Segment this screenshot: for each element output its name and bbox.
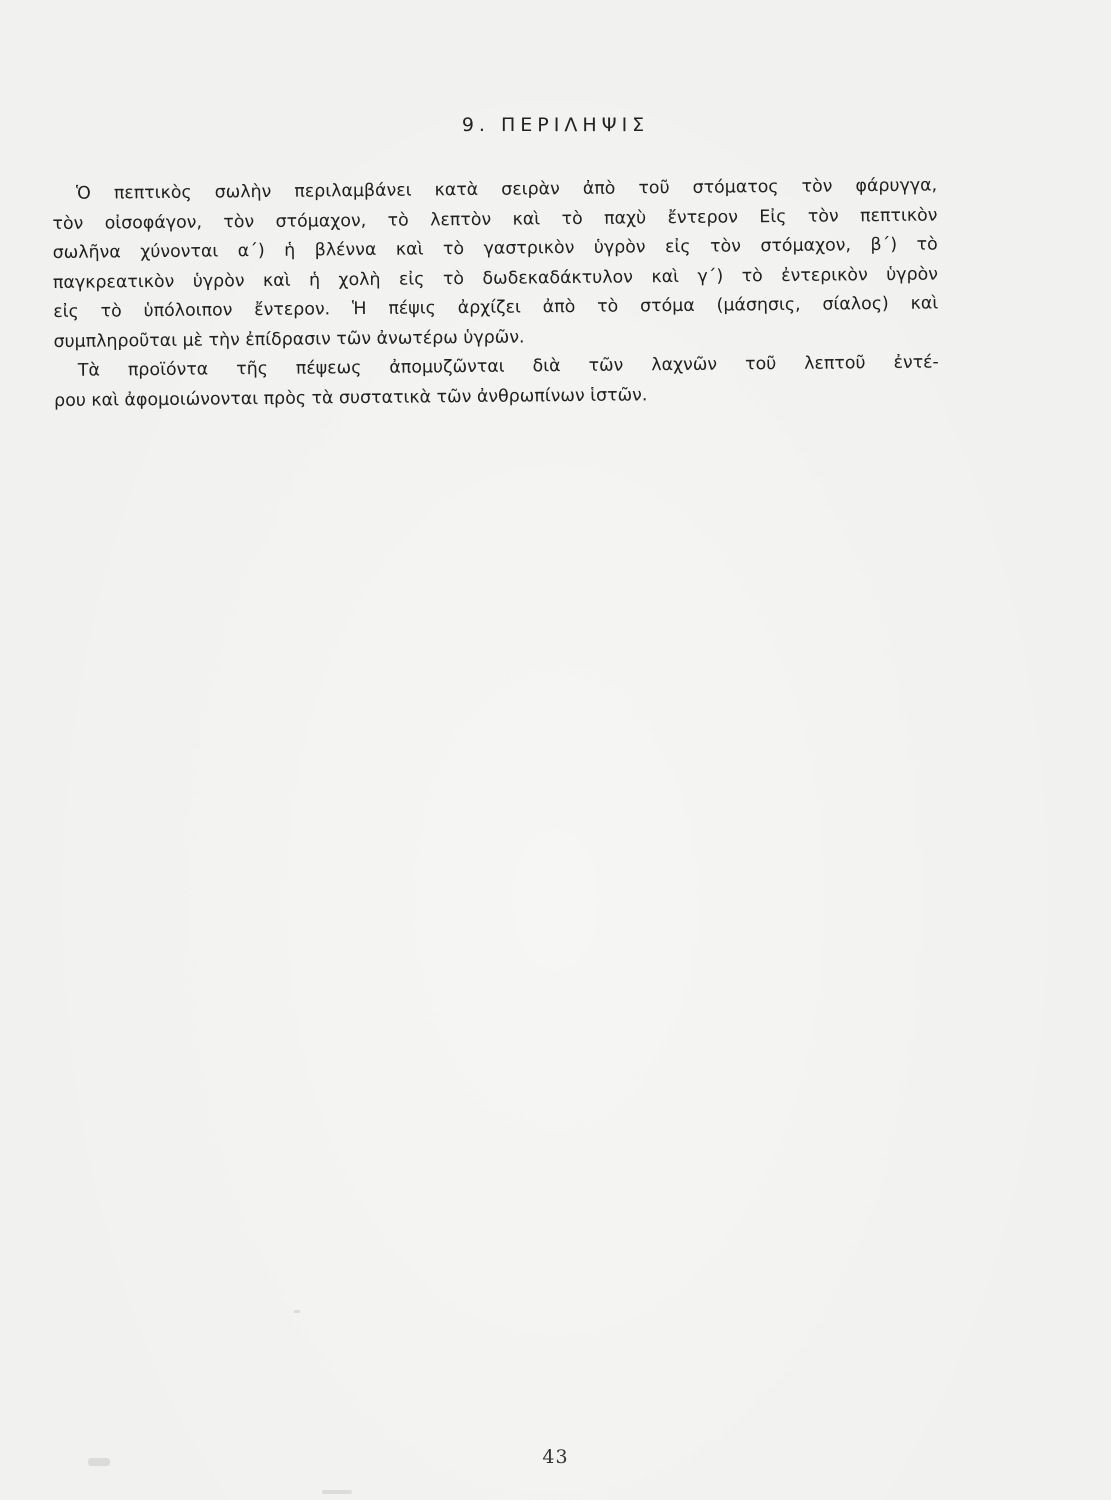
- text-line: σωλῆνα χύνονται α΄) ἡ βλέννα καὶ τὸ γαστρικὸν ὑγρὸν εἰς τὸν στόμαχον, β΄) τὸ: [52, 234, 938, 263]
- paragraph-2: [54, 348, 940, 415]
- page-number: 43: [542, 1446, 569, 1468]
- scan-smudge: [322, 1490, 352, 1494]
- text-line: συμπληροῦται μὲ τὴν ἐπίδρασιν τῶν ἀνωτέρω ὑγρῶν.: [53, 326, 525, 352]
- text-line: τὸν οἰσοφάγον, τὸν στόμαχον, τὸ λεπτὸν καὶ τὸ παχὺ ἔντερον Εἰς τὸν πεπτικὸν: [52, 205, 938, 234]
- text-line: ρου καὶ ἀφομοιώνονται πρὸς τὰ συστατικὰ τῶν ἀνθρωπίνων ἱστῶν.: [54, 384, 648, 411]
- text-line: εἰς τὸ ὑπόλοιπον ἔντερον. Ἡ πέψις ἀρχίζει ἀπὸ τὸ στόμα (μάσησις, σίαλος) καὶ: [53, 293, 939, 322]
- text-line: παγκρεατικὸν ὑγρὸν καὶ ἡ χολὴ εἰς τὸ δωδεκαδάκτυλον καὶ γ΄) τὸ ἐντερικὸν ὑγρὸν: [52, 264, 939, 293]
- text-line: Τὰ προϊόντα τῆς πέψεως ἀπομυζῶνται διὰ τῶν λαχνῶν τοῦ λεπτοῦ ἐντέ-: [77, 352, 939, 381]
- summary-text: [52, 172, 939, 416]
- text-line: Ὁ πεπτικὸς σωλὴν περιλαμβάνει κατὰ σειρὰν ἀπὸ τοῦ στόματος τὸν φάρυγγα,: [76, 175, 938, 204]
- section-title: 9. ΠΕΡΙΛΗΨΙΣ: [461, 114, 650, 136]
- scan-smudge: [294, 1310, 300, 1313]
- paragraph-1: [52, 172, 939, 357]
